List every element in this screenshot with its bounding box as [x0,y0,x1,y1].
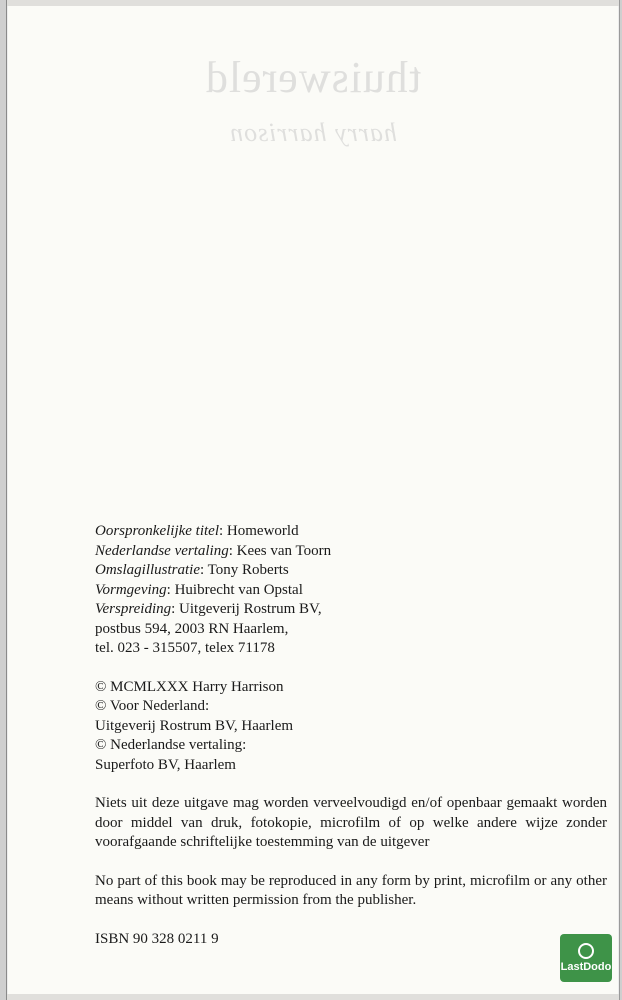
credit-line: Vormgeving: Huibrecht van Opstal [95,581,303,598]
page-edge-bottom [7,994,619,1000]
credits-block [95,522,607,659]
credit-value: Kees van Toorn [236,542,332,559]
credit-line: Nederlandse vertaling: Kees van Toorn [95,542,332,559]
credit-line: Oorspronkelijke titel: Homeworld [95,523,299,539]
page-edge-top [7,0,619,6]
credit-label: Verspreiding [95,601,172,617]
copyright-line: Uitgeverij Rostrum BV, Haarlem [95,717,294,734]
credit-value: Tony Roberts [207,562,289,578]
copyright-line: © Nederlandse vertaling: [95,737,247,753]
credit-value: Homeworld [226,523,299,539]
copyright-line: Superfoto BV, Haarlem [95,756,236,773]
copyright-line: © Voor Nederland: [95,698,210,714]
watermark-badge [560,934,612,982]
isbn: ISBN 90 328 0211 9 [95,930,219,947]
copyright-line: © MCMLXXX Harry Harrison [95,678,284,695]
watermark-text: LastDodo [560,960,612,973]
address-line: tel. 023 - 315507, telex 71178 [95,640,275,656]
credit-label: Oorspronkelijke titel [95,523,219,539]
watermark-logo-icon [578,943,594,959]
notice-english: No part of this book may be reproduced in any form by print, microfilm or any other means without written permission from the publisher. [95,872,607,908]
credit-label: Vormgeving [95,581,167,598]
credit-value: Uitgeverij Rostrum BV, [179,601,322,617]
credit-line: Omslagillustratie: Tony Roberts [95,562,289,578]
colophon [95,522,607,949]
credit-label: Nederlandse vertaling [95,542,229,559]
credit-value: Huibrecht van Opstal [174,581,303,598]
bleed-through-author: harry harrison [229,118,397,147]
copyright-block [95,678,607,776]
notice-dutch: Niets uit deze uitgave mag worden verveelvoudigd en/of openbaar gemaakt worden door middel van druk, fotokopie, microfilm of op welke andere wijze zonder voorafgaande schriftelijke toestemming van de uitgever [95,795,607,850]
credit-line: Verspreiding: Uitgeverij Rostrum BV, [95,601,322,617]
credit-label: Omslagillustratie [95,562,201,578]
address-line: postbus 594, 2003 RN Haarlem, [95,620,289,637]
book-page [6,0,620,1000]
bleed-through-title: thuiswereld [204,53,422,102]
